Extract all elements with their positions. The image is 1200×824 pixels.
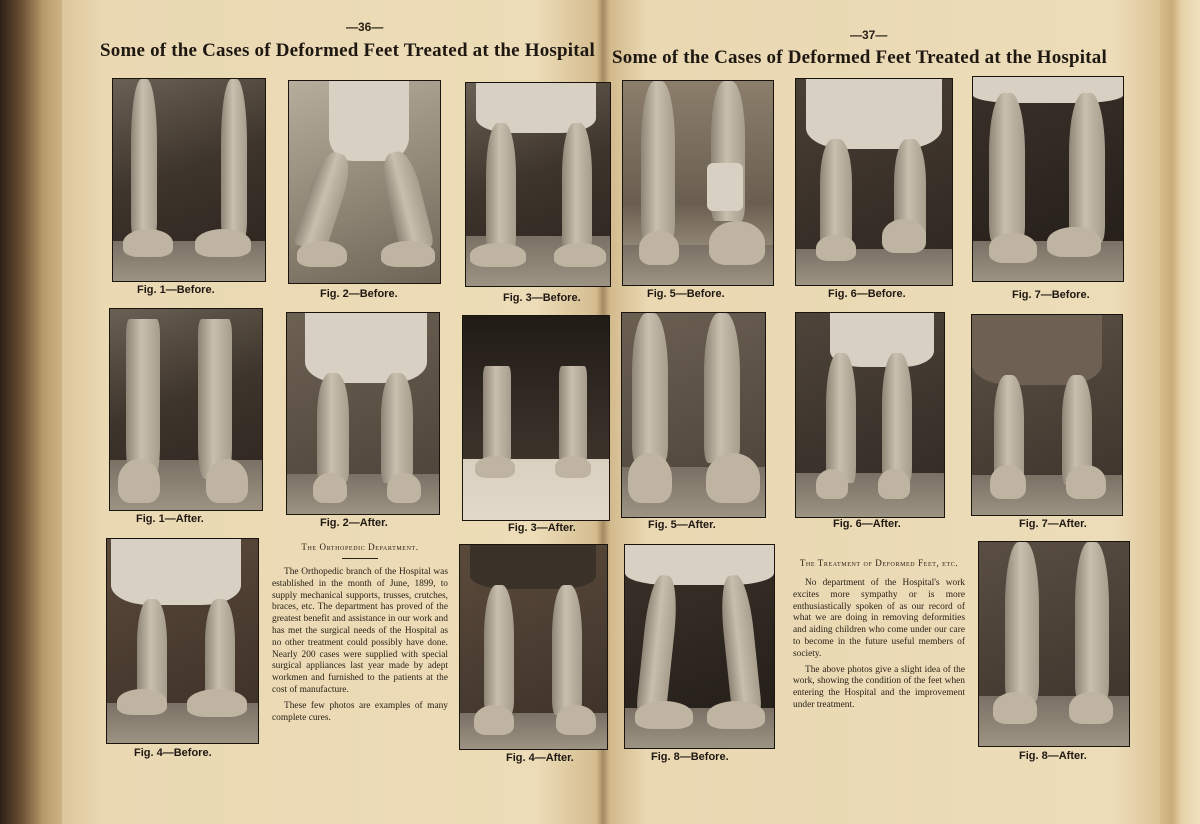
photo-fig3-before: [465, 82, 611, 287]
caption-fig1-before: Fig. 1—Before.: [137, 284, 215, 296]
caption-fig3-before: Fig. 3—Before.: [503, 292, 581, 304]
caption-fig2-after: Fig. 2—After.: [320, 517, 388, 529]
caption-fig8-after: Fig. 8—After.: [1019, 750, 1087, 762]
photo-fig1-before: [112, 78, 266, 282]
caption-fig4-after: Fig. 4—After.: [506, 752, 574, 764]
left-page-heading: Some of the Cases of Deformed Feet Treated at the Hospital: [100, 40, 595, 61]
caption-fig5-before: Fig. 5—Before.: [647, 288, 725, 300]
photo-fig4-after: [459, 544, 608, 750]
treatment-article: [793, 557, 965, 716]
orthopedic-article-paragraph-1: The Orthopedic branch of the Hospital was established in the month of June, 1899, to supply mechanical supports, trusses, crutches, braces, etc. The department has proved of the greatest benefit and assistance in our work and has met the surgical needs of the Hospital as no other treatment could possibly have done. Nearly 200 cases were supplied with special surgical appliances last year made by adept workmen and furnished to the patients at the cost of manufacture.: [272, 567, 448, 695]
photo-fig2-before: [288, 80, 441, 284]
caption-fig2-before: Fig. 2—Before.: [320, 288, 398, 300]
photo-fig8-before: [624, 544, 775, 749]
photo-fig5-before: [622, 80, 774, 286]
photo-fig2-after: [286, 312, 440, 515]
photo-fig8-after: [978, 541, 1130, 747]
photo-fig6-after: [795, 312, 945, 518]
caption-fig5-after: Fig. 5—After.: [648, 519, 716, 531]
treatment-article-paragraph-2: The above photos give a slight idea of the work, showing the condition of the feet when entering the Hospital and the improvement under treatment.: [793, 664, 965, 710]
caption-fig4-before: Fig. 4—Before.: [134, 747, 212, 759]
treatment-article-title: The Treatment of Deformed Feet, etc.: [799, 558, 959, 568]
right-page-number: —37—: [850, 28, 888, 42]
photo-fig1-after: [109, 308, 263, 511]
orthopedic-article-paragraph-2: These few photos are examples of many complete cures.: [272, 700, 448, 723]
photo-fig7-before: [972, 76, 1124, 282]
left-page-number: —36—: [346, 20, 384, 34]
photo-fig3-after: [462, 315, 610, 521]
orthopedic-article-title: The Orthopedic Department.: [272, 541, 448, 559]
book-right-edge: [1160, 0, 1200, 824]
caption-fig8-before: Fig. 8—Before.: [651, 751, 729, 763]
photo-fig4-before: [106, 538, 259, 744]
caption-fig1-after: Fig. 1—After.: [136, 513, 204, 525]
caption-fig7-after: Fig. 7—After.: [1019, 518, 1087, 530]
photo-fig6-before: [795, 78, 953, 286]
orthopedic-article: [272, 541, 448, 728]
caption-fig3-after: Fig. 3—After.: [508, 522, 576, 534]
book-left-edge: [0, 0, 62, 824]
photo-fig5-after: [621, 312, 766, 518]
treatment-article-paragraph-1: No department of the Hospital's work excites more sympathy or is more enthusiastically spoken of as our record of what we are doing in removing deformities and aiding children who come under our care to become in the future useful members of society.: [793, 578, 965, 659]
caption-fig6-after: Fig. 6—After.: [833, 518, 901, 530]
caption-fig6-before: Fig. 6—Before.: [828, 288, 906, 300]
caption-fig7-before: Fig. 7—Before.: [1012, 289, 1090, 301]
right-page-heading: Some of the Cases of Deformed Feet Treated at the Hospital: [612, 47, 1107, 68]
photo-fig7-after: [971, 314, 1123, 516]
